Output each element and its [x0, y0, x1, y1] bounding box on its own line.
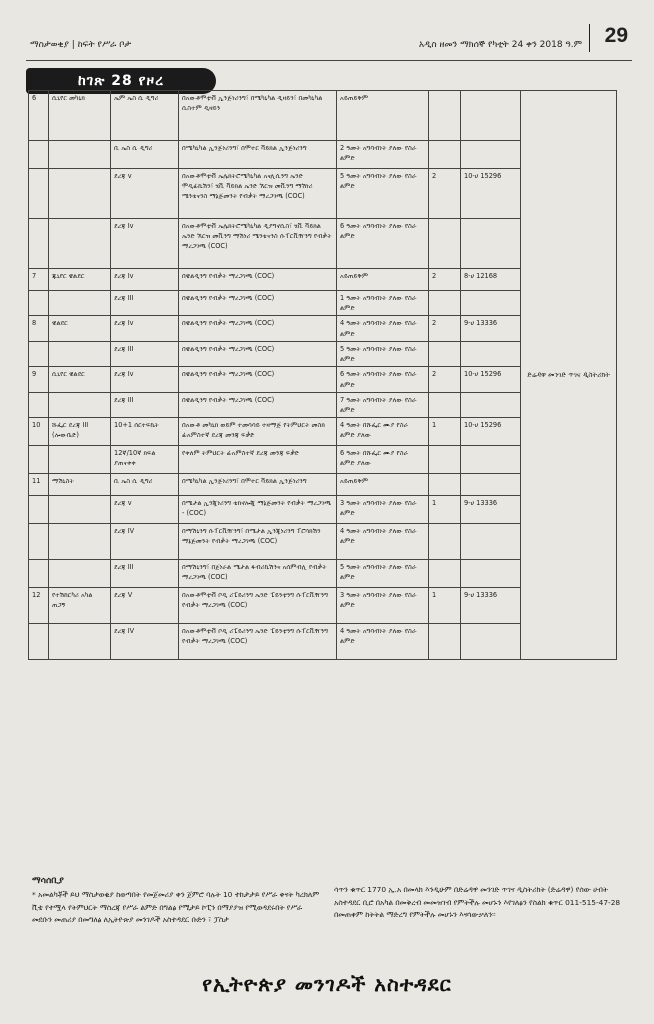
row-number	[29, 496, 49, 524]
quantity: 1	[429, 588, 461, 624]
qualification: በአውቶ መካኒክ ወይም ተመሳሳይ ተዛማጅ የትምህርት መስክ ፊአምስተኛ ደረጃ መንጃ ፍቃድ	[179, 418, 337, 446]
quantity: 2	[429, 316, 461, 341]
vacancy-table-wrap	[28, 90, 616, 660]
qualification: በዌልዲንግ የብቃት ማረጋገጫ (COC)	[179, 316, 337, 341]
job-title: ጁኒየር ዌልደር	[49, 269, 111, 291]
row-number: 7	[29, 269, 49, 291]
experience: 6 ዓመት አግባብነት ያለው የስራ ልምድ	[337, 367, 429, 392]
salary-grade: 10-ሀ 15296	[461, 418, 521, 446]
qualification: በአውቶሞቲቭ ኤሌክትሮሜካኒካል ዲያግኖሲስ፣ ሄቪ ቫይክል ኤንድ ኧርዝ መቪንግ ማሽነሪ ሜንቴናንስ ሱፐርቪዥንግ የብቃት ማረጋገጫ (COC)	[179, 219, 337, 269]
salary-grade	[461, 341, 521, 366]
salary-grade	[461, 219, 521, 269]
job-title: የተሽከርካሪ አካል ጠጋኝ	[49, 588, 111, 624]
quantity	[429, 341, 461, 366]
quantity	[429, 474, 461, 496]
education-level: ደረጃ v	[111, 496, 179, 524]
quantity: 2	[429, 169, 461, 219]
job-title	[49, 169, 111, 219]
qualification: በማሽኒንግ፣ በጀነራል ሜታል ፋብሪኬሽንና አሰምብሊ የብቃት ማረጋገጫ (COC)	[179, 560, 337, 588]
salary-grade	[461, 474, 521, 496]
education-level: ደረጃ III	[111, 560, 179, 588]
salary-grade: 10-ሀ 15296	[461, 169, 521, 219]
education-level: ኤም ኤስ ሲ ዲግሪ	[111, 91, 179, 141]
quantity	[429, 219, 461, 269]
experience: 4 ዓመት አግባብነት ያለው የስራ ልምድ	[337, 524, 429, 560]
quantity: 2	[429, 367, 461, 392]
salary-grade	[461, 446, 521, 474]
notice-title: ማሳሰቢያ	[32, 876, 64, 886]
qualification: በአውቶሞቲቭ ቦዲ ሪፔይሪንግ ኤንድ ፔይንቲንግ ሱፐርቪዥንግ የብቃት ማረጋገጫ (COC)	[179, 588, 337, 624]
workplace-cell: ድሬዳዋ መንገድ ጥገና ዲስትሪክት	[521, 91, 617, 660]
qualification: በዌልዲንግ የብቃት ማረጋገጫ (COC)	[179, 291, 337, 316]
experience: 1 ዓመት አግባብነት ያለው የስራ ልምድ	[337, 291, 429, 316]
education-level: ደረጃ v	[111, 169, 179, 219]
vacancy-table	[28, 90, 617, 660]
job-title	[49, 624, 111, 660]
qualification: በአውቶሞቲቭ ኤሌክትሮሜካኒካል አናሊሲንግ ኤንድ ሞዲፊኬሽን፣ ሄቪ ቫይክል ኤንድ ኧርዝ መቪንግ ማሽነሪ ሜንቴናንስ ማኔጅመንት የብቃት ማረጋገጫ (COC)	[179, 169, 337, 219]
salary-grade	[461, 560, 521, 588]
row-number	[29, 141, 49, 169]
job-title	[49, 524, 111, 560]
salary-grade	[461, 91, 521, 141]
job-title: ሹፌር ደረጃ III (ሎውቤድ)	[49, 418, 111, 446]
quantity	[429, 624, 461, 660]
salary-grade	[461, 624, 521, 660]
row-number: 10	[29, 418, 49, 446]
job-title	[49, 446, 111, 474]
experience: 6 ዓመት በሹፌር ሙያ የስራ ልምድ ያለው	[337, 446, 429, 474]
job-title: ሲኒየር ዌልደር	[49, 367, 111, 392]
row-number: 9	[29, 367, 49, 392]
qualification: በዌልዲንግ የብቃት ማረጋገጫ (COC)	[179, 341, 337, 366]
experience: 5 ዓመት አግባብነት ያለው የስራ ልምድ	[337, 341, 429, 366]
experience: አይጠይቅም	[337, 269, 429, 291]
job-title	[49, 560, 111, 588]
experience: 4 ዓመት በሹፌር ሙያ የስራ ልምድ ያለው	[337, 418, 429, 446]
qualification: በማሽኒንግ ሱፐርቪዥንግ፣ በሜታል ኢንጂነሪንግ ፐሮሳክሽን ማኔጅመንት የብቃት ማረጋገጫ (COC)	[179, 524, 337, 560]
education-level: ደረጃ III	[111, 392, 179, 417]
header-date: አዲስ ዘመን ማክሰኞ የካቲት 24 ቀን 2018 ዓ.ም	[418, 40, 582, 50]
experience: አይጠይቅም	[337, 91, 429, 141]
education-level: ደረጃ IV	[111, 524, 179, 560]
salary-grade: 9-ሀ 13336	[461, 588, 521, 624]
continued-banner: ከገጽ 28 የዞረ	[26, 68, 216, 94]
qualification: በዌልዲንግ የብቃት ማረጋገጫ (COC)	[179, 392, 337, 417]
qualification: በዌልዲንግ የብቃት ማረጋገጫ (COC)	[179, 367, 337, 392]
salary-grade	[461, 141, 521, 169]
quantity: 1	[429, 418, 461, 446]
education-level: ደረጃ Iv	[111, 367, 179, 392]
header-section-label: ማስታወቂያ | ከፍት የሥራ ቦታ	[30, 40, 132, 50]
education-level: ቢ ኤስ ሲ ዲግሪ	[111, 141, 179, 169]
qualification: በዌልዲንግ የብቃት ማረጋገጫ (COC)	[179, 269, 337, 291]
quantity	[429, 524, 461, 560]
experience: 3 ዓመት አግባብነት ያለው የስራ ልምድ	[337, 588, 429, 624]
education-level: 12ኛ/10ኛ ክፍል ያጠናቀቀ	[111, 446, 179, 474]
salary-grade	[461, 291, 521, 316]
experience: አይጠይቅም	[337, 474, 429, 496]
quantity	[429, 141, 461, 169]
table-row	[29, 91, 617, 141]
quantity	[429, 446, 461, 474]
quantity	[429, 91, 461, 141]
job-title	[49, 496, 111, 524]
experience: 7 ዓመት አግባብነት ያለው የስራ ልምድ	[337, 392, 429, 417]
salary-grade	[461, 392, 521, 417]
notice-text-right: ሳጥን ቁጥር 1770 ኢ.አ በመላክ እንዲሁም በድሬዳዋ መንገድ ጥገና ዲስትሪክት (ድሬዳዋ) የሰው ሀብት አስተዳደር ቢሮ በአካል በመቅረብ መመዝገብ የምትችሉ መሆኑን እየገለፅን የስልክ ቁጥር 011-515-47-28 በመጠቀም ከትትል ማድረግ የምትችሉ መሆኑን እናሳውቃለን፡፡	[334, 885, 621, 920]
organization-signature: የኢትዮጵያ መንገዶች አስተዳደር	[202, 972, 452, 996]
experience: 5 ዓመት አግባብነት ያለው የስራ ልምድ	[337, 560, 429, 588]
job-title: ዌልደር	[49, 316, 111, 341]
notice-col-left	[32, 874, 322, 927]
header-rule	[26, 60, 632, 61]
education-level: ቢ ኤስ ሲ ዲግሪ	[111, 474, 179, 496]
job-title: ሲኒየር መካኒክ	[49, 91, 111, 141]
page-header	[30, 24, 630, 56]
row-number	[29, 169, 49, 219]
row-number: 11	[29, 474, 49, 496]
job-title	[49, 219, 111, 269]
experience: 5 ዓመት አግባብነት ያለው የስራ ልምድ	[337, 169, 429, 219]
row-number: 12	[29, 588, 49, 624]
job-title	[49, 392, 111, 417]
experience: 3 ዓመት አግባብነት ያለው የስራ ልምድ	[337, 496, 429, 524]
job-title: ማሽኒስት	[49, 474, 111, 496]
row-number	[29, 624, 49, 660]
quantity: 1	[429, 496, 461, 524]
salary-grade: 9-ሀ 13336	[461, 496, 521, 524]
qualification: የቀለም ትምህርት ፊአምስተኛ ደረጃ መንጃ ፍቃድ	[179, 446, 337, 474]
quantity	[429, 392, 461, 417]
experience: 6 ዓመት አግባብነት ያለው የስራ ልምድ	[337, 219, 429, 269]
education-level: ደረጃ III	[111, 291, 179, 316]
salary-grade	[461, 524, 521, 560]
salary-grade: 10-ሀ 15296	[461, 367, 521, 392]
row-number	[29, 341, 49, 366]
job-title	[49, 141, 111, 169]
row-number: 8	[29, 316, 49, 341]
page-number: 29	[604, 24, 628, 47]
education-level: ደረጃ IV	[111, 624, 179, 660]
row-number	[29, 560, 49, 588]
education-level: ደረጃ Iv	[111, 269, 179, 291]
qualification: በሜካኒካል ኢንጅነሪንግ፣ በሞተር ቫይክል ኢንጅነሪንግ	[179, 141, 337, 169]
quantity	[429, 291, 461, 316]
education-level: ደረጃ III	[111, 341, 179, 366]
row-number	[29, 291, 49, 316]
job-title	[49, 341, 111, 366]
header-divider	[589, 24, 590, 52]
education-level: ደረጃ Iv	[111, 316, 179, 341]
quantity	[429, 560, 461, 588]
row-number	[29, 524, 49, 560]
experience: 4 ዓመት አግባብነት ያለው የስራ ልምድ	[337, 624, 429, 660]
experience: 4 ዓመት አግባብነት ያለው የስራ ልምድ	[337, 316, 429, 341]
salary-grade: 9-ሀ 13336	[461, 316, 521, 341]
salary-grade: 8-ሀ 12168	[461, 269, 521, 291]
qualification: በአውቶሞቲቭ ኢንጅነሪንግ፣ በሜካኒካል ዲዛይን፣ በመካኒካል ሲስተም ዲዛይን	[179, 91, 337, 141]
row-number: 6	[29, 91, 49, 141]
qualification: በአውቶሞቲቭ ቦዲ ሪፔይሪንግ ኤንድ ፔይንቲንግ ሱፐርቪዥንግ የብቃት ማረጋገጫ (COC)	[179, 624, 337, 660]
row-number	[29, 446, 49, 474]
education-level: 10+1 ሰርተፍኬት	[111, 418, 179, 446]
notice-text-left: * አመልካቾች ይህ ማስታወቂያ ከወጣበት የመጀመሪያ ቀን ጀምሮ ባሉት 10 ተከታታይ የሥራ ቀናት ካረክለም ቪቴ የተሟላ የትምህርት ማስረጃ የሥራ ልምድ በግልፅ የሚታይ ኮፒን በማያያዝ የሚወዳደሩበት የሥራ መደቡን መጠሪያ በመግለፅ ለኢትዮጵያ መንገዶች አስተዳደር ቡድን ፣ ፓስታ	[32, 890, 320, 925]
education-level: ደረጃ Iv	[111, 219, 179, 269]
row-number	[29, 219, 49, 269]
job-title	[49, 291, 111, 316]
qualification: በሜታል ኢንጂነሪንግ ቴክኖሎጂ ማኔጅመንት የብቃት ማረጋገጫ - (COC)	[179, 496, 337, 524]
quantity: 2	[429, 269, 461, 291]
row-number	[29, 392, 49, 417]
qualification: በሜካኒካል ኢንጅነሪንግ፣ በሞተር ቫይክል ኢንጅነሪንግ	[179, 474, 337, 496]
experience: 2 ዓመት አግባብነት ያለው የስራ ልምድ	[337, 141, 429, 169]
education-level: ደረጃ V	[111, 588, 179, 624]
